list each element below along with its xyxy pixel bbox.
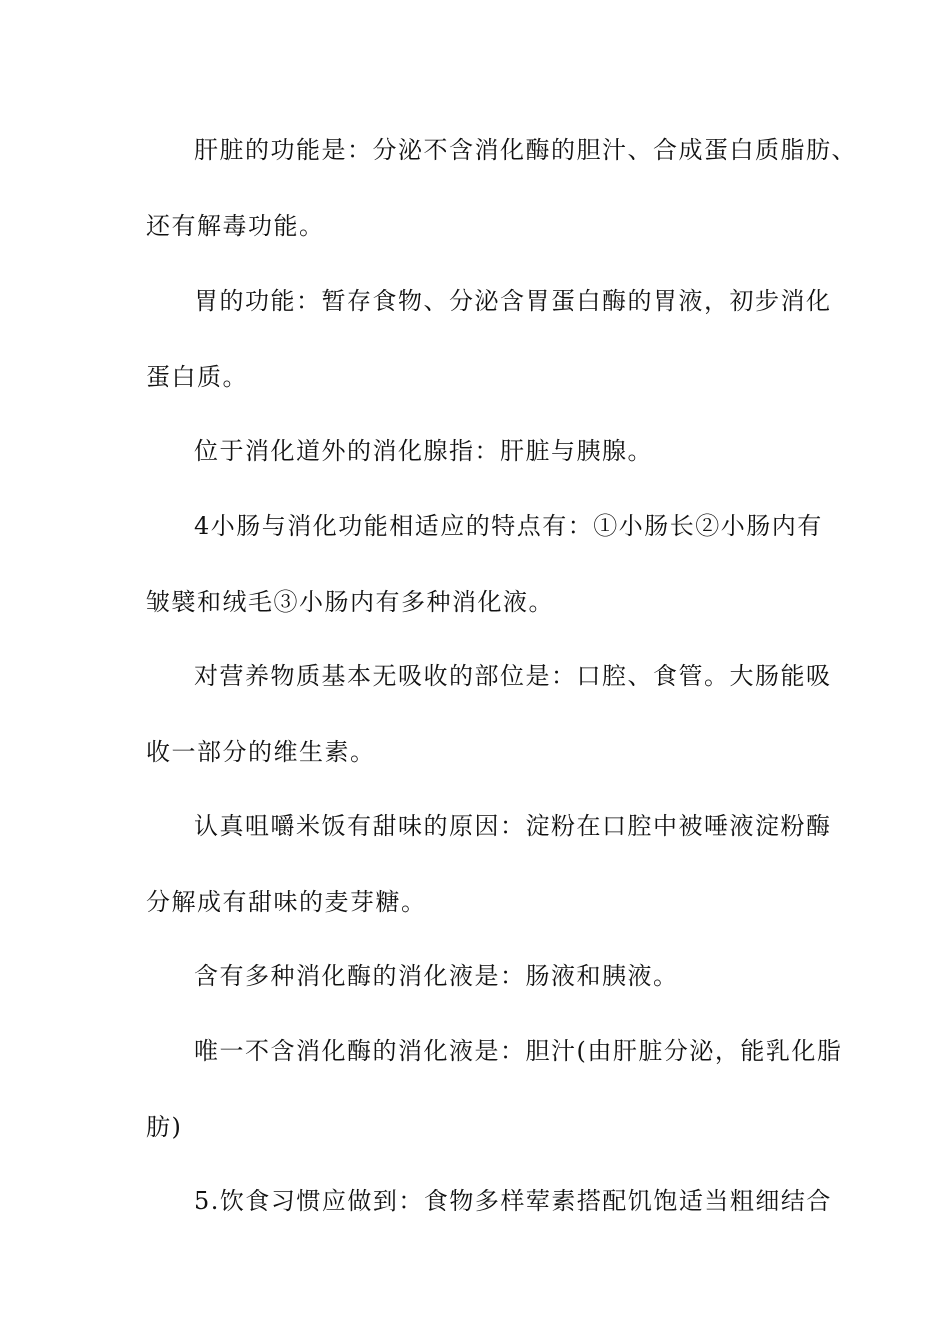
paragraph-liver-line-1: 肝脏的功能是：分泌不含消化酶的胆汁、合成蛋白质脂肪、 bbox=[194, 136, 857, 164]
paragraph-glands: 位于消化道外的消化腺指：肝脏与胰腺。 bbox=[194, 437, 653, 465]
paragraph-small-intestine-line-2: 皱襞和绒毛③小肠内有多种消化液。 bbox=[146, 588, 554, 616]
paragraph-absorption-line-1: 对营养物质基本无吸收的部位是：口腔、食管。大肠能吸 bbox=[194, 662, 832, 690]
paragraph-diet: 5.饮食习惯应做到：食物多样荤素搭配饥饱适当粗细结合 bbox=[194, 1187, 832, 1215]
paragraph-chewing-line-2: 分解成有甜味的麦芽糖。 bbox=[146, 888, 427, 916]
paragraph-enzymes: 含有多种消化酶的消化液是：肠液和胰液。 bbox=[194, 962, 679, 990]
paragraph-bile-line-2: 肪) bbox=[146, 1113, 183, 1141]
paragraph-bile-line-1: 唯一不含消化酶的消化液是：胆汁(由肝脏分泌，能乳化脂 bbox=[194, 1037, 843, 1065]
paragraph-stomach-line-1: 胃的功能：暂存食物、分泌含胃蛋白酶的胃液，初步消化 bbox=[194, 287, 832, 315]
paragraph-liver-line-2: 还有解毒功能。 bbox=[146, 212, 325, 240]
paragraph-stomach-line-2: 蛋白质。 bbox=[146, 363, 248, 391]
paragraph-absorption-line-2: 收一部分的维生素。 bbox=[146, 738, 376, 766]
paragraph-chewing-line-1: 认真咀嚼米饭有甜味的原因：淀粉在口腔中被唾液淀粉酶 bbox=[194, 812, 832, 840]
paragraph-small-intestine-line-1: 4小肠与消化功能相适应的特点有：①小肠长②小肠内有 bbox=[194, 512, 823, 540]
